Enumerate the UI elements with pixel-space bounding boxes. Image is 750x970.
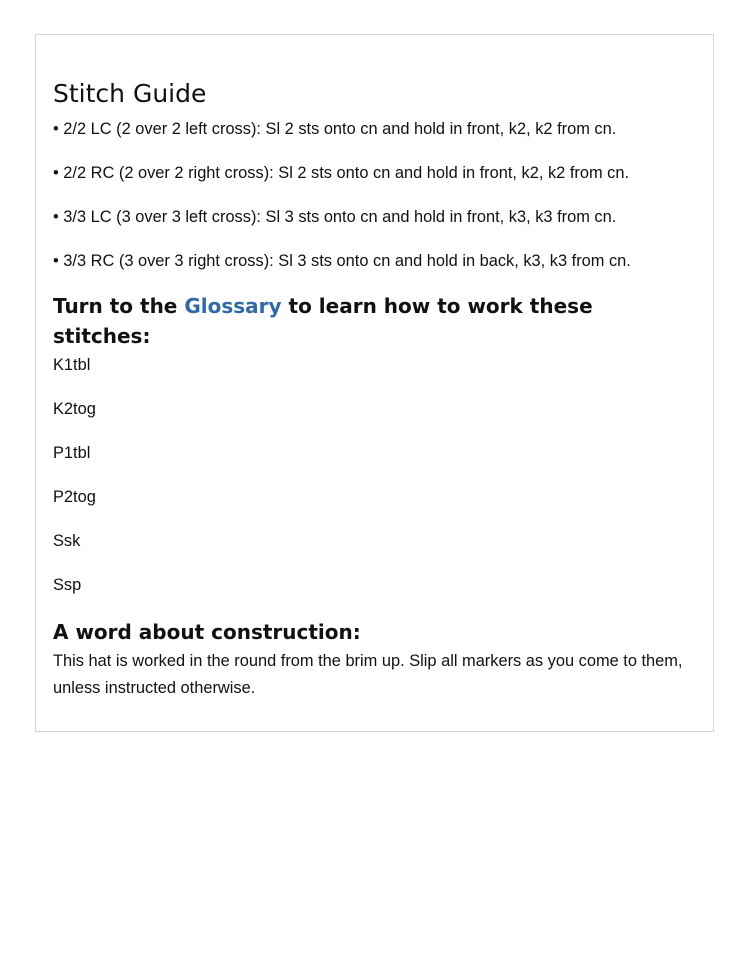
- stitch-k1tbl: K1tbl: [53, 356, 91, 374]
- construction-text: This hat is worked in the round from the brim up. Slip all markers as you come to them, unless instructed otherwise.: [53, 652, 683, 697]
- glossary-link[interactable]: Glossary: [184, 294, 282, 318]
- glossary-heading-prefix: Turn to the: [53, 294, 185, 318]
- content-card: [35, 34, 714, 732]
- construction-heading: A word about construction:: [53, 620, 361, 644]
- glossary-heading-suffix: to learn how to work these stitches:: [53, 294, 593, 348]
- stitch-guide-title: Stitch Guide: [53, 79, 207, 108]
- stitch-ssp: Ssp: [53, 576, 82, 594]
- glossary-heading: [53, 291, 653, 351]
- abbreviation-3-3-lc: • 3/3 LC (3 over 3 left cross): Sl 3 sts onto cn and hold in front, k3, k3 from cn.: [53, 208, 617, 226]
- stitch-k2tog: K2tog: [53, 400, 96, 418]
- abbreviation-2-2-rc: • 2/2 RC (2 over 2 right cross): Sl 2 sts onto cn and hold in front, k2, k2 from cn.: [53, 164, 630, 182]
- stitch-ssk: Ssk: [53, 532, 81, 550]
- abbreviation-3-3-rc: • 3/3 RC (3 over 3 right cross): Sl 3 sts onto cn and hold in back, k3, k3 from cn.: [53, 252, 631, 270]
- stitch-p1tbl: P1tbl: [53, 444, 91, 462]
- abbreviation-2-2-lc: • 2/2 LC (2 over 2 left cross): Sl 2 sts onto cn and hold in front, k2, k2 from cn.: [53, 120, 617, 138]
- stitch-p2tog: P2tog: [53, 488, 96, 506]
